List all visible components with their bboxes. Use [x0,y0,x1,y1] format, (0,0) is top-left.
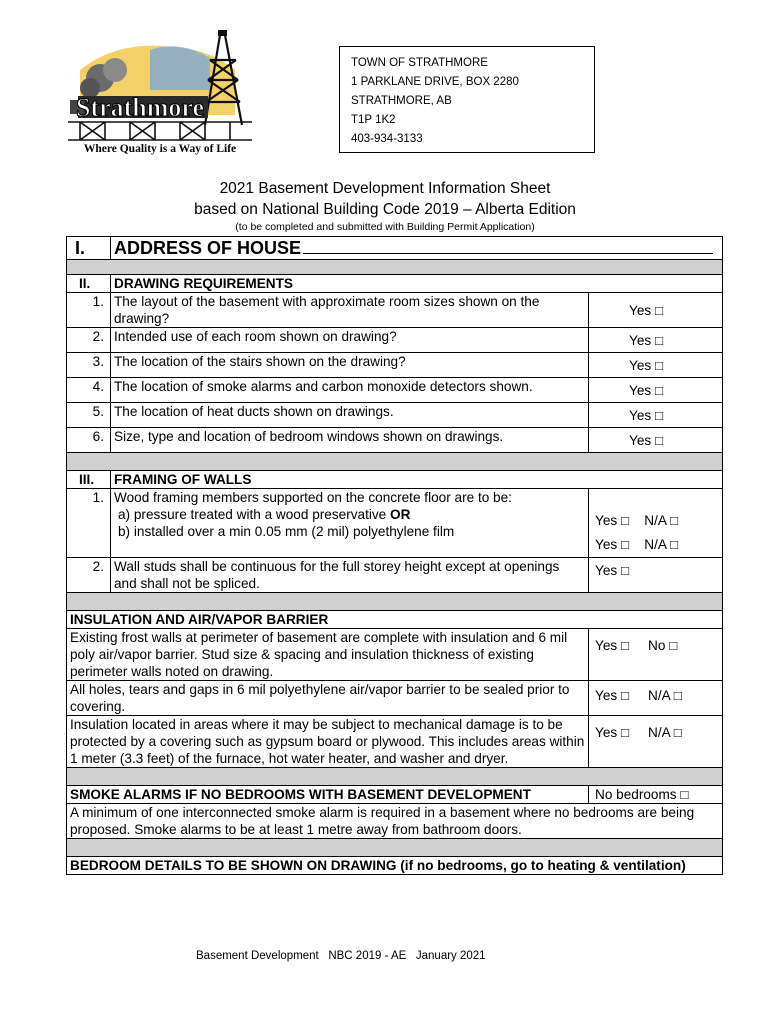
insulation-heading [67,611,723,629]
yes-checkbox[interactable]: Yes □ [589,378,723,403]
drawing-item-row [67,403,723,428]
framing-heading [67,471,723,489]
separator-row [67,768,723,786]
item-number: 1. [67,489,111,558]
drawing-item-row [67,428,723,453]
framing-item-row [67,489,723,558]
section-heading: ADDRESS OF HOUSE [114,238,302,258]
address-line: 1 PARKLANE DRIVE, BOX 2280 [351,76,519,88]
item-text: The location of smoke alarms and carbon monoxide detectors shown. [111,378,589,403]
section-number: I. [67,237,111,260]
section-heading: DRAWING REQUIREMENTS [111,275,589,293]
page-note: (to be completed and submitted with Building Permit Application) [235,221,535,233]
no-bedrooms-checkbox[interactable]: No bedrooms □ [589,786,723,804]
address-line: T1P 1K2 [351,114,396,126]
section-heading: SMOKE ALARMS IF NO BEDROOMS WITH BASEMENT DEVELOPMENT [67,786,589,804]
item-text: Existing frost walls at perimeter of basement are complete with insulation and 6 mil poly air/vapor barrier. Stud size & spacing and insulation thickness of existing perimeter walls noted on drawing. [67,629,589,681]
item-number: 1. [67,293,111,328]
info-sheet-table [66,236,723,875]
address-line: TOWN OF STRATHMORE [351,57,488,69]
section-heading: FRAMING OF WALLS [111,471,589,489]
insulation-item-row [67,629,723,681]
yes-checkbox[interactable]: Yes □ [589,558,723,593]
section-number: II. [67,275,111,293]
yes-na-checkbox[interactable]: Yes □ N/A □ [589,681,723,716]
framing-item-row [67,558,723,593]
drawing-item-row [67,378,723,403]
item-number: 3. [67,353,111,378]
drawing-requirements-heading [67,275,723,293]
yes-na-checkbox[interactable]: Yes □ N/A □ [595,537,679,552]
separator-row [67,453,723,471]
yes-checkbox[interactable]: Yes □ [589,328,723,353]
item-number: 6. [67,428,111,453]
item-number: 2. [67,558,111,593]
section-heading: BEDROOM DETAILS TO BE SHOWN ON DRAWING (if no bedrooms, go to heating & ventilation) [67,857,723,875]
item-number: 4. [67,378,111,403]
bedroom-details-heading [67,857,723,875]
item-text: Wall studs shall be continuous for the full storey height except at openings and shall not be spliced. [111,558,589,593]
smoke-alarms-heading [67,786,723,804]
yes-checkbox[interactable]: Yes □ [589,293,723,328]
address-line: 403-934-3133 [351,133,423,145]
separator-row [67,593,723,611]
item-text: Size, type and location of bedroom windows shown on drawings. [111,428,589,453]
section-heading: INSULATION AND AIR/VAPOR BARRIER [67,611,589,629]
drawing-item-row [67,328,723,353]
smoke-text-row [67,804,723,839]
insulation-item-row [67,716,723,768]
separator-row [67,839,723,857]
item-number: 5. [67,403,111,428]
item-text: The layout of the basement with approximate room sizes shown on the drawing? [111,293,589,328]
item-text: A minimum of one interconnected smoke alarm is required in a basement where no bedrooms are being proposed. Smoke alarms to be at least 1 metre away from bathroom doors. [67,804,723,839]
address-blank [303,253,713,254]
separator-row [67,260,723,275]
item-text: The location of the stairs shown on the drawing? [111,353,589,378]
page-subtitle: based on National Building Code 2019 – Alberta Edition [194,201,576,218]
yes-na-checkbox[interactable]: Yes □ N/A □ [595,513,679,528]
address-of-house-field[interactable] [111,237,723,260]
yes-no-checkbox[interactable]: Yes □ No □ [589,629,723,681]
logo-tagline: Where Quality is a Way of Life [83,143,237,155]
drawing-item-row [67,353,723,378]
option-a: a) pressure treated with a wood preservative OR [118,507,411,522]
section-number: III. [67,471,111,489]
yes-na-checkbox[interactable]: Yes □ N/A □ [589,716,723,768]
item-text: Insulation located in areas where it may be subject to mechanical damage is to be protected by a covering such as gypsum board or plywood. This includes areas within 1 meter (3.3 feet) of the furnace, hot water heater, and washer and dryer. [67,716,589,768]
yes-checkbox[interactable]: Yes □ [589,428,723,453]
item-text: Intended use of each room shown on drawing? [111,328,589,353]
drawing-item-row [67,293,723,328]
item-text: All holes, tears and gaps in 6 mil polyethylene air/vapor barrier to be sealed prior to covering. [67,681,589,716]
page-title: 2021 Basement Development Information Sheet [219,180,551,197]
strathmore-logo [60,30,260,158]
item-number: 2. [67,328,111,353]
page-footer: Basement Development NBC 2019 - AE January 2021 [196,950,486,962]
town-address-box [339,46,595,153]
insulation-item-row [67,681,723,716]
item-text: The location of heat ducts shown on drawings. [111,403,589,428]
option-b: b) installed over a min 0.05 mm (2 mil) polyethylene film [118,524,455,539]
address-line: STRATHMORE, AB [351,95,452,107]
item-text-main: Wood framing members supported on the concrete floor are to be: [114,490,512,505]
yes-checkbox[interactable]: Yes □ [589,353,723,378]
yes-checkbox[interactable]: Yes □ [589,403,723,428]
document-titles [0,178,770,235]
address-row [67,237,723,260]
item-text [111,489,589,558]
logo-wordmark: Strathmore [75,93,205,122]
